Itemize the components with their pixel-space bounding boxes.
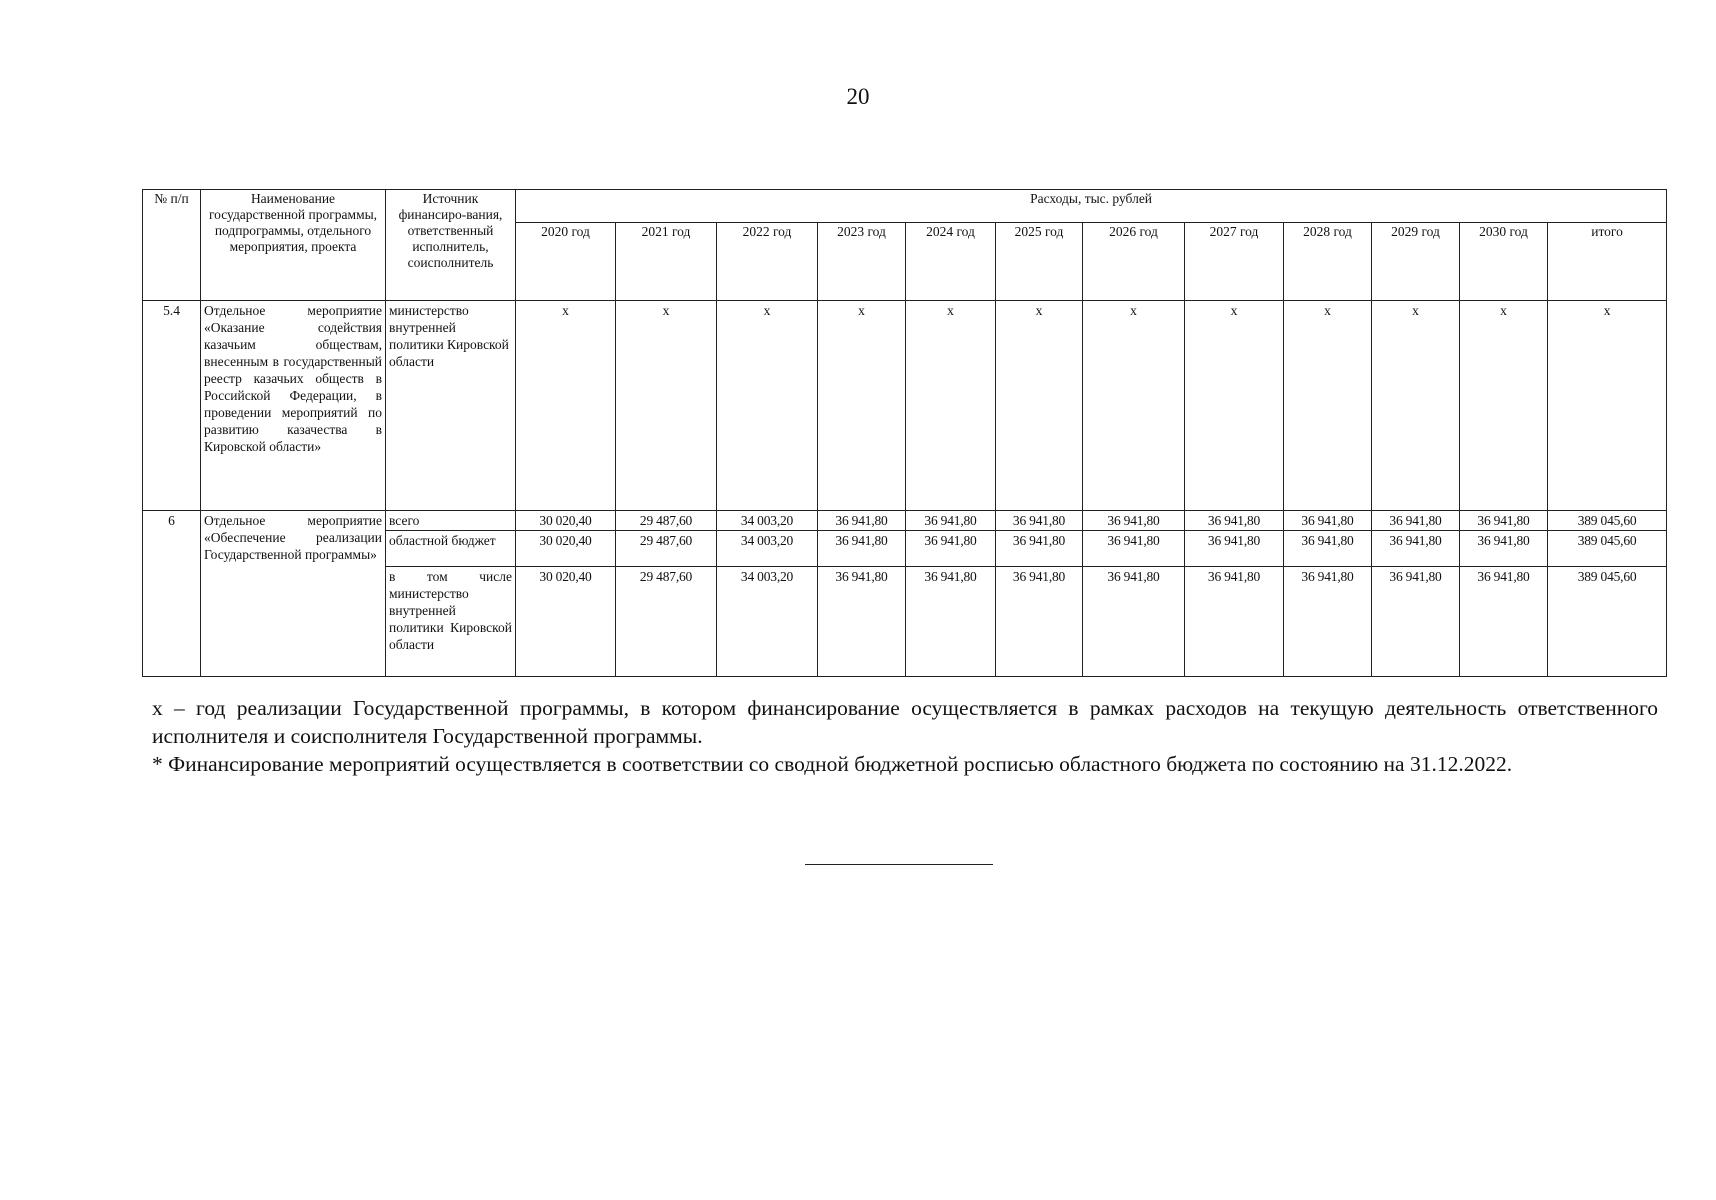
value-cell: 36 941,80: [818, 511, 906, 531]
expenses-table: [142, 189, 1667, 677]
header-year: 2028 год: [1284, 223, 1372, 301]
value-cell: 36 941,80: [1083, 567, 1185, 677]
value-cell: 36 941,80: [996, 531, 1083, 567]
header-source: Источник финансиро-вания, ответственный исполнитель, соисполнитель: [386, 190, 516, 301]
value-cell: 36 941,80: [1284, 531, 1372, 567]
page-number: 20: [846, 84, 870, 109]
footnotes: [152, 694, 1658, 778]
value-cell: x: [1185, 301, 1284, 511]
value-cell: 389 045,60: [1548, 567, 1667, 677]
value-cell: 34 003,20: [717, 531, 818, 567]
header-year: 2026 год: [1083, 223, 1185, 301]
value-cell: 36 941,80: [1083, 511, 1185, 531]
row-name: Отдельное мероприятие «Оказание содействия казачьим обществам, внесенным в государственный реестр казачьих обществ в Российской Федерации, в проведении мероприятий по развитию казачества в Кировской области»: [201, 301, 386, 511]
header-name: Наименование государственной программы, подпрограммы, отдельного мероприятия, проекта: [201, 190, 386, 301]
header-expenses: Расходы, тыс. рублей: [516, 190, 1667, 223]
value-cell: 36 941,80: [1372, 511, 1460, 531]
value-cell: x: [516, 301, 616, 511]
value-cell: 36 941,80: [1460, 531, 1548, 567]
value-cell: 30 020,40: [516, 531, 616, 567]
end-rule: [805, 864, 993, 865]
header-year: 2020 год: [516, 223, 616, 301]
value-cell: x: [818, 301, 906, 511]
value-cell: 36 941,80: [818, 531, 906, 567]
value-cell: 36 941,80: [906, 511, 996, 531]
row-num: 6: [143, 511, 201, 677]
value-cell: 36 941,80: [1284, 567, 1372, 677]
row-source: областной бюджет: [386, 531, 516, 567]
value-cell: 36 941,80: [1185, 511, 1284, 531]
value-cell: x: [1460, 301, 1548, 511]
value-cell: 389 045,60: [1548, 531, 1667, 567]
table-row: [143, 511, 1667, 531]
value-cell: x: [996, 301, 1083, 511]
value-cell: 389 045,60: [1548, 511, 1667, 531]
value-cell: 36 941,80: [1372, 567, 1460, 677]
footnote-x: x – год реализации Государственной программы, в котором финансирование осуществляется в рамках расходов на текущую деятельность ответственного исполнителя и соисполнителя Государственной программы.: [152, 696, 1658, 748]
value-cell: 36 941,80: [1460, 567, 1548, 677]
value-cell: 36 941,80: [1460, 511, 1548, 531]
value-cell: 36 941,80: [1185, 567, 1284, 677]
header-year: 2027 год: [1185, 223, 1284, 301]
header-year: 2023 год: [818, 223, 906, 301]
header-year: 2025 год: [996, 223, 1083, 301]
value-cell: 34 003,20: [717, 567, 818, 677]
header-year: 2029 год: [1372, 223, 1460, 301]
value-cell: 36 941,80: [818, 567, 906, 677]
header-row: [143, 190, 1667, 223]
value-cell: x: [1083, 301, 1185, 511]
value-cell: 36 941,80: [996, 567, 1083, 677]
header-num: № п/п: [143, 190, 201, 301]
value-cell: 36 941,80: [906, 531, 996, 567]
value-cell: 29 487,60: [616, 511, 717, 531]
header-year: 2021 год: [616, 223, 717, 301]
table-row: [143, 301, 1667, 511]
value-cell: 34 003,20: [717, 511, 818, 531]
value-cell: x: [1284, 301, 1372, 511]
value-cell: 36 941,80: [1284, 511, 1372, 531]
header-year: 2030 год: [1460, 223, 1548, 301]
value-cell: 29 487,60: [616, 531, 717, 567]
value-cell: x: [1372, 301, 1460, 511]
row-source: министерство внутренней политики Кировской области: [386, 301, 516, 511]
value-cell: 36 941,80: [1185, 531, 1284, 567]
value-cell: 29 487,60: [616, 567, 717, 677]
value-cell: 36 941,80: [906, 567, 996, 677]
value-cell: x: [616, 301, 717, 511]
value-cell: x: [906, 301, 996, 511]
row-name: Отдельное мероприятие «Обеспечение реализации Государственной программы»: [201, 511, 386, 677]
footnote-asterisk: * Финансирование мероприятий осуществляется в соответствии со сводной бюджетной росписью областного бюджета по состоянию на 31.12.2022.: [152, 752, 1513, 776]
value-cell: x: [717, 301, 818, 511]
row-source: всего: [386, 511, 516, 531]
row-num: 5.4: [143, 301, 201, 511]
value-cell: 36 941,80: [1083, 531, 1185, 567]
value-cell: x: [1548, 301, 1667, 511]
header-total: итого: [1548, 223, 1667, 301]
value-cell: 30 020,40: [516, 567, 616, 677]
header-year: 2022 год: [717, 223, 818, 301]
value-cell: 30 020,40: [516, 511, 616, 531]
value-cell: 36 941,80: [996, 511, 1083, 531]
value-cell: 36 941,80: [1372, 531, 1460, 567]
row-source: в том числе министерство внутренней политики Кировской области: [386, 567, 516, 677]
header-year: 2024 год: [906, 223, 996, 301]
